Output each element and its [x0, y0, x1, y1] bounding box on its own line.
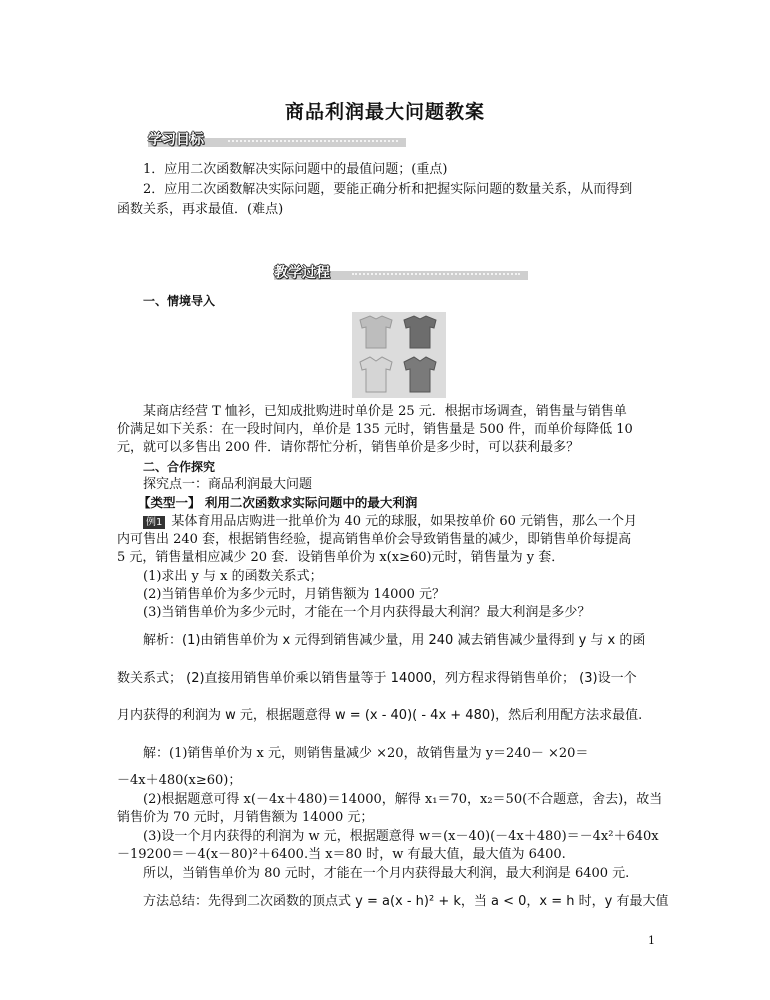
solution-text: 解：(1)销售单价为 x 元，则销售量减少 ×20，故销售量为 y＝240－ ×20＝ — [143, 746, 589, 761]
scenario-text: 某商店经营 T 恤衫，已知成批购进时单价是 25 元．根据市场调查，销售量与销售单 — [143, 404, 627, 419]
analysis-text: 解析：(1)由销售单价为 x 元得到销售减少量，用 240 减去销售减少量得到 y 与 x 的函 — [143, 633, 646, 648]
objective-item: 函数关系，再求最值．(难点) — [117, 202, 284, 217]
example-text: 5 元，销售量相应减少 20 套．设销售单价为 x(x≥60)元时，销售量为 y 套． — [117, 550, 565, 565]
type-label: 【类型一】 利用二次函数求实际问题中的最大利润 — [138, 495, 418, 510]
solution-text: (3)设一个月内获得的利润为 w 元，根据题意得 w＝(x－40)(－4x＋480)＝－4x²＋640x — [143, 829, 659, 844]
tshirt-photo — [352, 312, 446, 398]
objective-item: 1．应用二次函数解决实际问题中的最值问题；(重点) — [143, 162, 448, 177]
tshirt-image — [352, 312, 446, 398]
banner-label: 学习目标 — [148, 132, 204, 148]
objective-item: 2．应用二次函数解决实际问题，要能正确分析和把握实际问题的数量关系，从而得到 — [143, 182, 633, 197]
analysis-text: 数关系式； (2)直接用销售单价乘以销售量等于 14000，列方程求得销售单价； (3)设一个 — [117, 671, 637, 686]
explore-point: 探究点一：商品利润最大问题 — [143, 477, 313, 492]
page-title: 商品利润最大问题教案 — [284, 101, 485, 123]
banner-label: 教学过程 — [274, 265, 330, 281]
question-item: (1)求出 y 与 x 的函数关系式； — [143, 569, 323, 584]
scenario-text: 元，就可以多售出 200 件．请你帮忙分析，销售单价是多少时，可以获利最多？ — [117, 440, 580, 455]
question-item: (3)当销售单价为多少元时，才能在一个月内获得最大利润？最大利润是多少？ — [143, 605, 591, 620]
solution-text: 销售价为 70 元时，月销售额为 14000 元； — [117, 810, 374, 825]
example-text: 内可售出 240 套，根据销售经验，提高销售单价会导致销售量的减少，即销售单价每提高 — [117, 532, 632, 547]
example-line — [143, 513, 637, 531]
heading-scenario: 一、情境导入 — [143, 294, 216, 308]
scenario-text: 价满足如下关系：在一段时间内，单价是 135 元时，销售量是 500 件，而单价每降低 10 — [117, 422, 633, 437]
question-item: (2)当销售单价为多少元时，月销售额为 14000 元？ — [143, 587, 446, 602]
section-banner-process — [274, 267, 528, 281]
analysis-text: 月内获得的利润为 w 元，根据题意得 w = (x - 40)( - 4x + 480)，然后利用配方法求最值. — [117, 708, 643, 723]
solution-text: 所以，当销售单价为 80 元时，才能在一个月内获得最大利润，最大利润是 6400 元. — [143, 866, 630, 881]
page-number: 1 — [648, 934, 655, 947]
solution-text: －4x＋480(x≥60)； — [117, 773, 242, 788]
example-text: 某体育用品店购进一批单价为 40 元的球服，如果按单价 60 元销售，那么一个月 — [171, 514, 637, 529]
heading-explore: 二、合作探究 — [143, 460, 216, 474]
solution-text: (2)根据题意可得 x(－4x＋480)＝14000，解得 x₁＝70，x₂＝50(不合题意，舍去)，故当 — [143, 792, 663, 807]
example-badge: 例1 — [143, 516, 165, 529]
solution-text: －19200＝－4(x－80)²＋6400.当 x＝80 时，w 有最大值，最大值为 6400. — [117, 847, 566, 862]
method-summary: 方法总结：先得到二次函数的顶点式 y = a(x - h)² + k，当 a < 0，x = h 时，y 有最大值 — [143, 894, 669, 909]
section-banner-objectives — [148, 134, 406, 148]
